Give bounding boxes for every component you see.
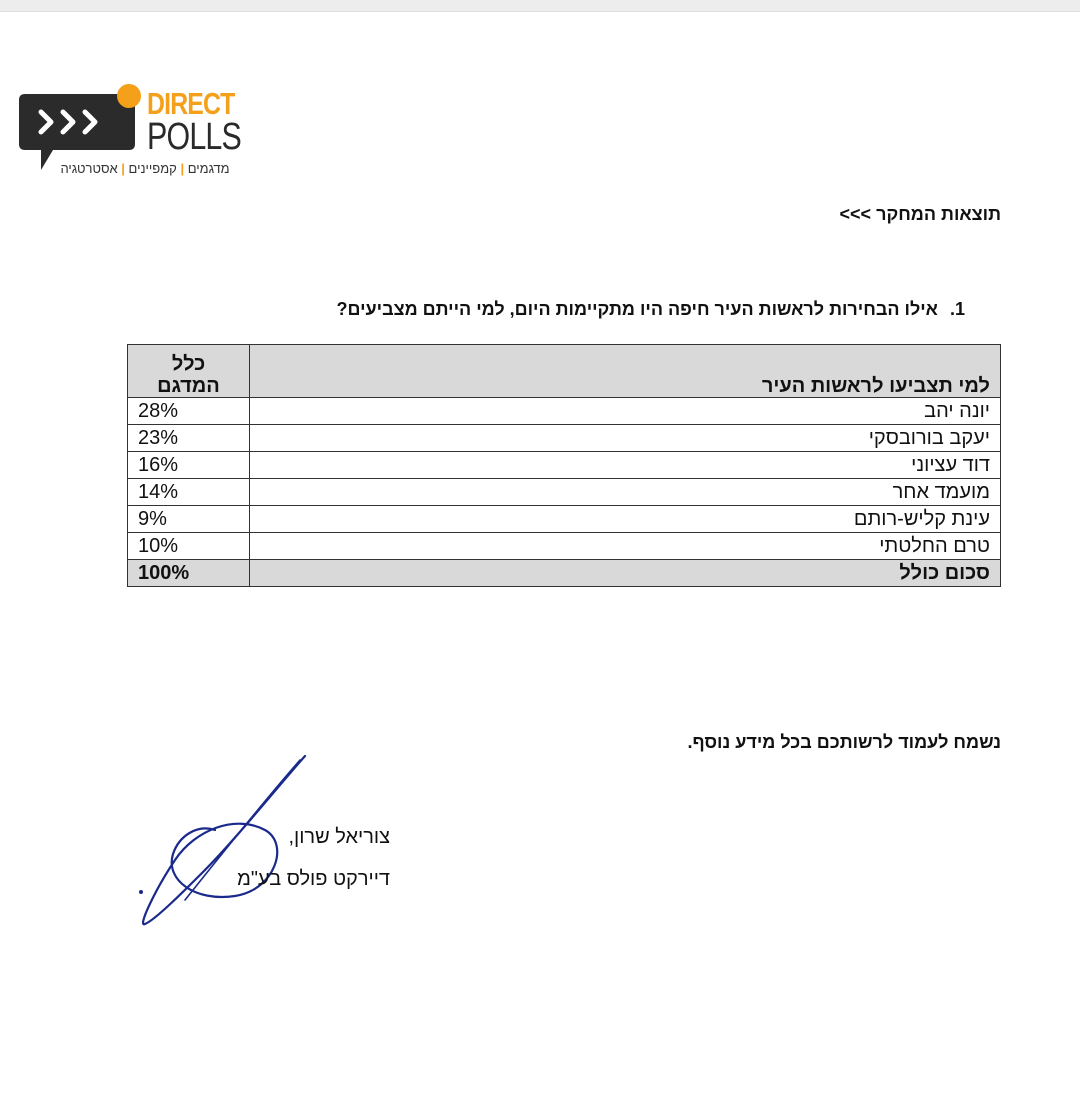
table-header-row — [128, 345, 1001, 398]
total-percent: 100% — [128, 560, 250, 587]
table-total-row — [128, 560, 1001, 587]
logo-direct-text: DIRECT — [147, 86, 235, 121]
candidate-name: טרם החלטתי — [250, 533, 1001, 560]
header-total-sample: כלל המדגם — [128, 345, 250, 398]
table-row — [128, 533, 1001, 560]
total-label: סכום כולל — [250, 560, 1001, 587]
candidate-percent: 9% — [128, 506, 250, 533]
candidate-name: מועמד אחר — [250, 479, 1001, 506]
header-candidate: למי תצביעו לראשות העיר — [250, 345, 1001, 398]
tagline-strategy: אסטרטגיה — [60, 161, 118, 176]
results-table — [127, 344, 1001, 587]
candidate-percent: 10% — [128, 533, 250, 560]
candidate-name: דוד עציוני — [250, 452, 1001, 479]
candidate-percent: 28% — [128, 398, 250, 425]
closing-note: נשמח לעמוד לרשותכם בכל מידע נוסף. — [687, 732, 1001, 752]
table-row — [128, 398, 1001, 425]
question-number: 1. — [949, 299, 965, 319]
direct-polls-logo — [17, 82, 242, 182]
table-row — [128, 452, 1001, 479]
candidate-percent: 23% — [128, 425, 250, 452]
signer-company: דיירקט פולס בע"מ — [237, 868, 390, 890]
logo-tagline — [55, 162, 235, 175]
tagline-separator: | — [180, 161, 185, 176]
table-row — [128, 479, 1001, 506]
tagline-surveys: מדגמים — [187, 161, 230, 176]
logo-polls-text: POLLS — [147, 116, 242, 158]
candidate-percent: 16% — [128, 452, 250, 479]
results-heading: תוצאות המחקר >>> — [839, 204, 1001, 224]
candidate-percent: 14% — [128, 479, 250, 506]
survey-question — [337, 299, 965, 320]
question-text: אילו הבחירות לראשות העיר חיפה היו מתקיימות היום, למי הייתם מצביעים? — [336, 299, 938, 319]
candidate-name: עינת קליש-רותם — [250, 506, 1001, 533]
signer-name: צוריאל שרון, — [288, 826, 390, 848]
tagline-separator: | — [121, 161, 125, 176]
candidate-name: יונה יהב — [250, 398, 1001, 425]
table-row — [128, 425, 1001, 452]
top-strip — [0, 0, 1080, 12]
tagline-campaigns: קמפיינים — [128, 161, 177, 176]
candidate-name: יעקב בורובסקי — [250, 425, 1001, 452]
table-row — [128, 506, 1001, 533]
